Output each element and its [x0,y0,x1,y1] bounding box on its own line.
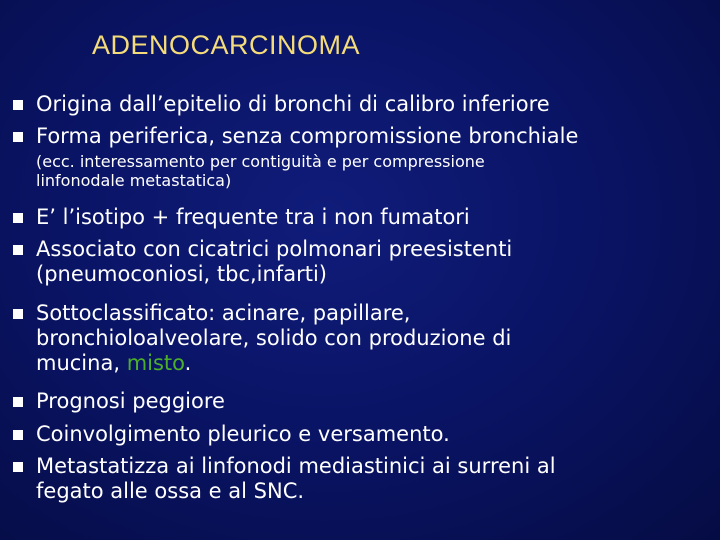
square-bullet-icon [13,245,23,255]
bullet-line: fegato alle ossa e al SNC. [36,479,305,503]
bullet-text [36,205,676,230]
bullet-line: (pneumoconiosi, tbc,infarti) [36,262,327,286]
square-bullet-icon [13,430,23,440]
bullet-line-text: mucina, [36,351,127,375]
bullet-text [36,454,676,504]
sub-note [36,152,676,190]
bullet-text [36,301,676,376]
bullet-line: Associato con cicatrici polmonari preesistenti [36,237,513,261]
bullet-text [36,422,676,447]
bullet-line: bronchioloalveolare, solido con produzione di [36,326,512,350]
highlighted-term: misto [126,351,185,375]
bullet-text [36,124,676,149]
square-bullet-icon [13,132,23,142]
square-bullet-icon [13,397,23,407]
bullet-line: Metastatizza ai linfonodi mediastinici ai surreni al [36,454,556,478]
slide-title: ADENOCARCINOMA [92,30,361,60]
bullet-line: Coinvolgimento pleurico e versamento. [36,422,450,446]
sub-note-line: linfonodale metastatica) [36,171,232,190]
sub-note-line: (ecc. interessamento per contiguità e per compressione [36,152,485,171]
bullet-text [36,92,676,117]
square-bullet-icon [13,213,23,223]
bullet-line: Origina dall’epitelio di bronchi di calibro inferiore [36,92,550,116]
bullet-line: Sottoclassificato: acinare, papillare, [36,301,411,325]
bullet-line: E’ l’isotipo + frequente tra i non fumatori [36,205,470,229]
square-bullet-icon [13,462,23,472]
square-bullet-icon [13,309,23,319]
bullet-text [36,237,676,287]
bullet-text [36,389,676,414]
bullet-line: Prognosi peggiore [36,389,225,413]
bullet-line [36,351,676,376]
square-bullet-icon [13,100,23,110]
bullet-line: Forma periferica, senza compromissione bronchiale [36,124,579,148]
bullet-line-text: . [184,351,192,375]
